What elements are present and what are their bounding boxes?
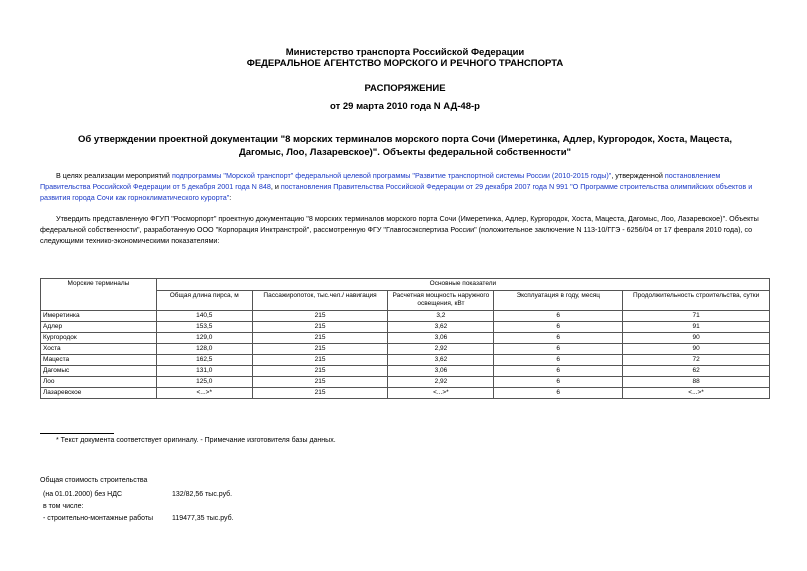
terminal-name: Дагомыс xyxy=(41,365,157,376)
construction-duration: 90 xyxy=(623,332,770,343)
terminal-name: Адлер xyxy=(41,321,157,332)
header-terminals: Морские терминалы xyxy=(41,279,157,311)
header-lighting-power: Расчетная мощность наружного освещения, кВт xyxy=(388,290,494,310)
pier-length: 140,5 xyxy=(156,310,252,321)
passenger-flow: 215 xyxy=(252,310,388,321)
pier-length: 128,0 xyxy=(156,343,252,354)
passenger-flow: 215 xyxy=(252,376,388,387)
header-construction-duration: Продолжительность строительства, сутки xyxy=(623,290,770,310)
para1-text-a: В целях реализации мероприятий xyxy=(56,171,172,180)
header-main-indicators: Основные показатели xyxy=(156,279,769,291)
lighting-power: 2,92 xyxy=(388,343,494,354)
para1-text-c: , и xyxy=(270,182,281,191)
resolution-848-link[interactable]: Правительства Российской Федерации от 5 декабря 2001 года N 848 xyxy=(40,182,271,191)
operation-months: 6 xyxy=(494,354,623,365)
document-subject: Об утверждении проектной документации "8 морских терминалов морского порта Сочи (Имеретинка, Адлер, Кургородок, Хоста, Мацеста, Дагомыс, Лоо, Лазаревское)". Объекты федеральной собственности" xyxy=(77,134,733,158)
table-row xyxy=(41,321,770,332)
cost-including: в том числе: xyxy=(43,503,84,510)
pier-length: <...>* xyxy=(156,387,252,398)
pier-length: 129,0 xyxy=(156,332,252,343)
table-row xyxy=(41,343,770,354)
table-row xyxy=(41,354,770,365)
paragraph-2-line-1: Утвердить представленную ФГУП "Росморпорт" проектную документацию "8 морских терминалов морского порта Сочи (Имеретинка, Адлер, Кургородок, Хоста, Мацеста, Дагомыс, Лоо, Лазаревское)". Объекты xyxy=(56,214,759,223)
passenger-flow: 215 xyxy=(252,321,388,332)
footnote-divider xyxy=(40,433,114,434)
cost-base-value: 132/82,56 тыс.руб. xyxy=(172,491,233,498)
header-pier-length: Общая длина пирса, м xyxy=(156,290,252,310)
terminal-name: Имеретинка xyxy=(41,310,157,321)
indicators-table xyxy=(40,278,770,399)
terminal-name: Хоста xyxy=(41,343,157,354)
passenger-flow: 215 xyxy=(252,354,388,365)
table-row xyxy=(41,310,770,321)
terminal-name: Мацеста xyxy=(41,354,157,365)
operation-months: 6 xyxy=(494,376,623,387)
terminal-name: Лоо xyxy=(41,376,157,387)
construction-duration: 71 xyxy=(623,310,770,321)
paragraph-2-line-3: следующими технико-экономическими показателями: xyxy=(40,236,220,245)
paragraph-1-line-2 xyxy=(40,181,772,192)
paragraph-2-line-2: федеральной собственности", разработанную ООО "Корпорация Инктранстрой", рассмотренную ФГУ "Главгосэкспертиза России" (положительное заключение N 113-10/ГГЭ - 6256/04 от 17 февраля 2010 года), со xyxy=(40,225,753,234)
construction-duration: 90 xyxy=(623,343,770,354)
para1-text-d: : xyxy=(229,193,232,202)
agency-name: ФЕДЕРАЛЬНОЕ АГЕНТСТВО МОРСКОГО И РЕЧНОГО ТРАНСПОРТА xyxy=(246,58,564,69)
resolution-991-link-cont[interactable]: развития города Сочи как горноклиматического курорта" xyxy=(40,193,230,202)
operation-months: 6 xyxy=(494,321,623,332)
pier-length: 125,0 xyxy=(156,376,252,387)
passenger-flow: 215 xyxy=(252,332,388,343)
cost-smr-label: - строительно-монтажные работы xyxy=(43,515,154,522)
operation-months: 6 xyxy=(494,310,623,321)
construction-duration: 88 xyxy=(623,376,770,387)
table-row xyxy=(41,365,770,376)
document-type: РАСПОРЯЖЕНИЕ xyxy=(364,83,446,94)
header-passenger-flow: Пассажиропоток, тыс.чел./ навигация xyxy=(252,290,388,310)
pier-length: 131,0 xyxy=(156,365,252,376)
paragraph-1-line-3 xyxy=(40,192,772,203)
table-row xyxy=(41,376,770,387)
lighting-power: 3,62 xyxy=(388,354,494,365)
lighting-power: 3,62 xyxy=(388,321,494,332)
resolution-991-link[interactable]: постановления Правительства Российской Федерации от 29 декабря 2007 года N 991 "О Программе строительства олимпийских объектов и xyxy=(280,182,753,191)
document-date-number: от 29 марта 2010 года N АД-48-р xyxy=(330,101,480,112)
lighting-power: 3,2 xyxy=(388,310,494,321)
operation-months: 6 xyxy=(494,343,623,354)
construction-duration: <...>* xyxy=(623,387,770,398)
subprogram-link[interactable]: подпрограммы "Морской транспорт" федеральной целевой программы "Развитие транспортной системы России (2010-2015 годы)" xyxy=(171,171,612,180)
construction-duration: 72 xyxy=(623,354,770,365)
table-row xyxy=(41,332,770,343)
cost-title: Общая стоимость строительства xyxy=(40,477,148,484)
cost-smr-value: 119477,35 тыс.руб. xyxy=(172,515,234,522)
header-operation-months: Эксплуатация в году, месяц xyxy=(494,290,623,310)
table-row xyxy=(41,387,770,398)
pier-length: 153,5 xyxy=(156,321,252,332)
ministry-name: Министерство транспорта Российской Федерации xyxy=(285,47,525,58)
lighting-power: <...>* xyxy=(388,387,494,398)
para1-text-b: , утвержденной xyxy=(611,171,665,180)
lighting-power: 2,92 xyxy=(388,376,494,387)
pier-length: 162,5 xyxy=(156,354,252,365)
lighting-power: 3,06 xyxy=(388,365,494,376)
construction-duration: 91 xyxy=(623,321,770,332)
operation-months: 6 xyxy=(494,332,623,343)
terminal-name: Кургородок xyxy=(41,332,157,343)
paragraph-1-line-1 xyxy=(40,170,772,181)
footnote: * Текст документа соответствует оригиналу. - Примечание изготовителя базы данных. xyxy=(56,437,336,444)
lighting-power: 3,06 xyxy=(388,332,494,343)
passenger-flow: 215 xyxy=(252,365,388,376)
operation-months: 6 xyxy=(494,387,623,398)
cost-base-label: (на 01.01.2000) без НДС xyxy=(43,491,123,498)
terminal-name: Лазаревское xyxy=(41,387,157,398)
operation-months: 6 xyxy=(494,365,623,376)
construction-duration: 62 xyxy=(623,365,770,376)
passenger-flow: 215 xyxy=(252,387,388,398)
passenger-flow: 215 xyxy=(252,343,388,354)
resolution-link-a[interactable]: постановлением xyxy=(664,171,721,180)
